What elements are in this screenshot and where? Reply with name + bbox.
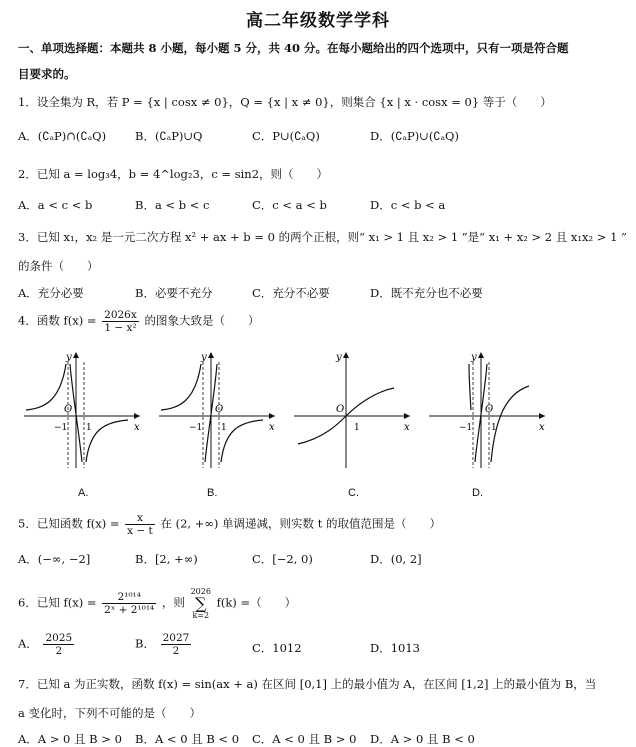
q1-option-c: C．P∪(∁ₐQ): [252, 129, 320, 143]
origin-label: O: [336, 404, 345, 415]
q4-graph-d-label: D.: [472, 487, 483, 499]
q1-option-a: A．(∁ₐP)∩(∁ₐQ): [18, 129, 107, 143]
q4-graph-c-label: C.: [348, 487, 359, 499]
q6-sum-top: 2026: [190, 587, 211, 596]
question-4-text: [18, 309, 259, 334]
q6-numerator: 2¹⁰¹⁴: [102, 591, 156, 604]
y-axis-label: y: [471, 352, 477, 363]
x-axis-label: x: [134, 422, 140, 433]
q4-fraction: [102, 309, 139, 334]
tick-pos1: 1: [86, 423, 92, 433]
q6-option-c: C．1012: [252, 641, 302, 655]
q4-graph-c: [294, 350, 412, 470]
q5-denominator: x − t: [127, 525, 153, 537]
x-axis-label: x: [269, 422, 275, 433]
q5-option-a: A．(−∞, −2]: [18, 552, 91, 566]
q5-option-d: D．(0, 2]: [370, 552, 422, 566]
q6-option-b-fraction: [161, 632, 192, 657]
q6-fraction: [102, 591, 156, 616]
q1-option-b: B．(∁ₐP)∪Q: [135, 129, 203, 143]
q2-option-c: C．c < a < b: [252, 198, 327, 212]
q6-option-a-fraction: [43, 632, 74, 657]
question-1-text: 1．设全集为 R，若 P = {x | cosx ≠ 0}，Q = {x | x ≠ 0}，则集合 {x | x · cosx = 0} 等于（ ）: [18, 95, 552, 109]
x-axis-label: x: [539, 422, 545, 433]
section-heading-line1: 一、单项选择题：本题共 8 小题，每小题 5 分，共 40 分。在每小题给出的四个选项中，只有一项是符合题: [18, 41, 569, 55]
q4-graph-a-label: A.: [78, 487, 89, 499]
q7-option-d: D．A > 0 且 B < 0: [370, 732, 475, 746]
q6-prefix: 6．已知 f(x) =: [18, 595, 97, 610]
tick-neg1: −1: [189, 423, 203, 433]
origin-label: O: [215, 404, 224, 415]
q6-denominator: 2ˣ + 2¹⁰¹⁴: [104, 604, 155, 616]
section-heading-line2: 目要求的。: [18, 67, 76, 81]
q5-option-b: B．[2, +∞): [135, 552, 198, 566]
q4-denominator: 1 − x²: [104, 322, 137, 334]
q6-summation: [191, 587, 211, 620]
q2-option-d: D．c < b < a: [370, 198, 446, 212]
question-5-text: [18, 512, 441, 537]
y-axis-label: y: [201, 352, 207, 363]
question-3-text-line1: 3．已知 x₁，x₂ 是一元二次方程 x² + ax + b = 0 的两个正根，则“ x₁ > 1 且 x₂ > 1 ”是“ x₁ + x₂ > 2 且 x₁x₂ > 1 ”: [18, 230, 627, 244]
q4-numerator: 2026x: [104, 309, 137, 321]
q4-graph-b: [159, 350, 277, 470]
q6-option-b-label: B．: [135, 636, 155, 651]
question-7-text-line1: 7．已知 a 为正实数，函数 f(x) = sin(ax + a) 在区间 [0,1] 上的最小值为 A，在区间 [1,2] 上的最小值为 B，当: [18, 677, 597, 691]
q4-prefix: 4．函数 f(x) =: [18, 313, 97, 328]
q5-option-c: C．[−2, 0): [252, 552, 313, 566]
tick-pos1: 1: [221, 423, 227, 433]
q6-option-a-label: A．: [18, 636, 38, 651]
q7-option-b: B．A < 0 且 B < 0: [135, 732, 240, 746]
y-axis-label: y: [336, 352, 342, 363]
q6-option-b: [135, 632, 193, 657]
y-axis-label: y: [66, 352, 72, 363]
q6-option-a-num: 2025: [45, 632, 73, 644]
q4-graph-d: [429, 350, 547, 470]
page-title: 高二年级数学学科: [246, 11, 390, 31]
q6-option-a: [18, 632, 76, 657]
tick-pos1: 1: [354, 423, 360, 433]
tick-neg1: −1: [459, 423, 473, 433]
q3-option-b: B．必要不充分: [135, 286, 213, 300]
q2-option-b: B．a < b < c: [135, 198, 210, 212]
q2-option-a: A．a < c < b: [18, 198, 93, 212]
question-3-text-line2: 的条件（ ）: [18, 259, 99, 273]
q5-numerator: x: [125, 512, 155, 525]
q5-suffix: 在 (2, +∞) 单调递减，则实数 t 的取值范围是（ ）: [160, 516, 441, 531]
q3-option-a: A．充分必要: [18, 286, 84, 300]
x-axis-label: x: [404, 422, 410, 433]
question-7-text-line2: a 变化时，下列不可能的是（ ）: [18, 706, 202, 720]
q4-suffix: 的图象大致是（ ）: [144, 313, 260, 328]
q6-option-d: D．1013: [370, 641, 420, 655]
q1-option-d: D．(∁ₐP)∪(∁ₐQ): [370, 129, 459, 143]
q5-fraction: [125, 512, 155, 537]
origin-label: O: [485, 404, 494, 415]
q7-option-a: A．A > 0 且 B > 0: [18, 732, 122, 746]
tick-pos1: 1: [491, 423, 497, 433]
question-6-text: [18, 587, 296, 620]
q4-graph-a: [24, 350, 142, 470]
question-2-text: 2．已知 a = log₃4，b = 4^log₂3，c = sin2，则（ ）: [18, 167, 329, 181]
q5-prefix: 5．已知函数 f(x) =: [18, 516, 120, 531]
q7-option-c: C．A < 0 且 B > 0: [252, 732, 357, 746]
q4-graph-b-label: B.: [207, 487, 218, 499]
q3-option-c: C．充分不必要: [252, 286, 330, 300]
q3-option-d: D．既不充分也不必要: [370, 286, 483, 300]
q6-mid: ，则: [161, 595, 185, 610]
sigma-icon: ∑: [195, 594, 207, 613]
q6-option-b-num: 2027: [162, 632, 190, 644]
q6-option-a-den: 2: [55, 645, 63, 657]
q6-option-b-den: 2: [172, 645, 180, 657]
q6-sum-bottom: k=2: [192, 611, 210, 620]
origin-label: O: [64, 404, 73, 415]
q6-suffix: f(k) =（ ）: [216, 595, 297, 610]
tick-neg1: −1: [54, 423, 68, 433]
